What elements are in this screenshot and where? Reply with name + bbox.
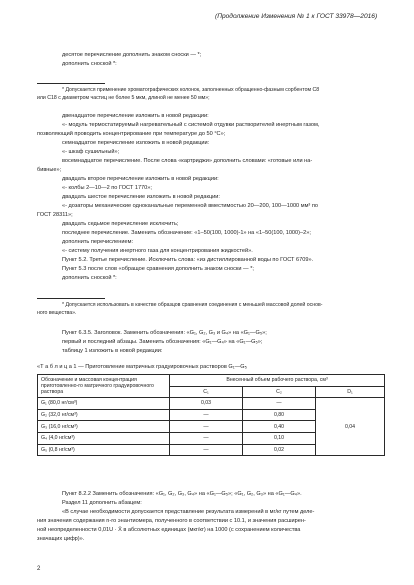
body-line-16: «- систему получения инертного газа для концентрирования жидкостей». <box>62 248 253 254</box>
body-line-19: дополнить сноской *: <box>62 275 117 281</box>
footnote2-line-1: * Допускается использовать в качестве образцов сравнения соединения с меньшей массовой долей основ- <box>62 302 323 308</box>
cell-c2: 0,10 <box>243 432 316 444</box>
top-line-1: десятое перечисление дополнить знаком сноски — *; <box>62 52 202 58</box>
bottom-line-6: значащих цифр)». <box>37 536 85 542</box>
cell-d1: 0,04 <box>316 398 385 456</box>
body-line-4: семнадцатое перечисление изложить в новой редакции: <box>62 140 210 146</box>
subheader-c2: C₂ <box>243 386 316 398</box>
body-line-9: «- колбы 2—10—2 по ГОСТ 1770»; <box>62 185 152 191</box>
body-line-11: «- дозаторы механические одноканальные переменной вместимостью 20—200, 100—1000 мм³ по <box>62 203 318 209</box>
body-line-14: последнее перечисление. Заменить обозначение: «1–50(100, 1000)-1» на «1–50(100, 1000)–2»; <box>62 230 311 236</box>
bottom-line-1: Пункт 8.2.2 Заменить обозначения: «G₁, G₂, G₃, G₄» на «G₁—G₅»; «G₁, G₂, G₃» на «G₁—G₄». <box>62 491 302 497</box>
bottom-line-4: ния значения содержания n-го энантиомера, полученного в соответствии с 10.1, и значения расширен- <box>37 518 306 524</box>
body2-line-3: таблицу 1 изложить в новой редакции: <box>62 348 163 354</box>
body-line-6: восемнадцатое перечисление. После слова «картриджи» дополнить словами: «готовые или на- <box>62 158 313 164</box>
bottom-line-5: ной неопределенности 0,01U · X̄ в абсолютных единицах (мкг/кг) на 1000 (с сохранением количества <box>37 527 301 533</box>
footnote2-line-2: ного вещества». <box>37 310 77 316</box>
cell-c1: — <box>170 421 243 433</box>
subheader-d1: D₁ <box>316 386 385 398</box>
cell-c2: 0,40 <box>243 421 316 433</box>
body-line-13: двадцать седьмое перечисление исключить; <box>62 221 179 227</box>
page-header: (Продолжение Изменения № 1 к ГОСТ 33978—2016) <box>215 13 378 20</box>
table-header-row <box>38 375 385 387</box>
body2-line-2: первый и последний абзацы. Заменить обозначения: «G₁—G₄» на «G₁—G₅»; <box>62 339 263 345</box>
row-label: G₄ (4,0 нг/см³) <box>38 432 170 444</box>
cell-c1: 0,03 <box>170 398 243 410</box>
row-label: G₃ (16,0 нг/см³) <box>38 421 170 433</box>
calibration-table <box>37 374 385 456</box>
body-line-3: позволяющий проводить концентрирование при температуре до 50 °C»; <box>37 131 226 137</box>
body2-line-1: Пункт 6.3.5. Заголовок. Заменить обозначения: «G₁, G₂, G₃ и G₄» на «G₁—G₅»; <box>62 330 267 336</box>
subheader-c1: C₁ <box>170 386 243 398</box>
row-label: G₂ (32,0 нг/см³) <box>38 409 170 421</box>
header-volume: Внесенный объем рабочего раствора, см³ <box>170 375 385 387</box>
body-line-8: двадцать второе перечисление изложить в новой редакции: <box>62 176 219 182</box>
body-line-15: дополнить перечислением: <box>62 239 134 245</box>
cell-c1: — <box>170 409 243 421</box>
footnote-divider-1 <box>37 83 105 84</box>
cell-c1: — <box>170 444 243 456</box>
row-label: G₁ (80,0 нг/см³) <box>38 398 170 410</box>
body-line-7: бивные»; <box>37 167 62 173</box>
cell-c2: 0,80 <box>243 409 316 421</box>
footnote1-line-1: * Допускается применение хроматографических колонок, заполненных обращенно-фазным сорбентом С8 <box>62 87 320 93</box>
body-line-12: ГОСТ 28311»; <box>37 212 73 218</box>
body-line-18: Пункт 5.3 после слов «обращое сравнения дополнить знаком сноски — *; <box>62 266 254 272</box>
table-row <box>38 398 385 410</box>
footnote1-line-2: или С18 с диаметром частиц не более 5 мкм, длиной не менее 50 мм»; <box>37 95 210 101</box>
body-line-10: двадцать шестое перечисление изложить в новой редакции: <box>62 194 220 200</box>
body-line-2: «- модуль термостатируемый нагревательный с системой отдувки растворителей инертным газом, <box>62 122 320 128</box>
row-label: G₅ (0,8 нг/см³) <box>38 444 170 456</box>
page-number: 2 <box>37 566 41 572</box>
footnote-divider-2 <box>37 298 105 299</box>
body-line-5: «- шкаф сушильный»; <box>62 149 120 155</box>
cell-c2: — <box>243 398 316 410</box>
body-line-17: Пункт 5.2. Третье перечисление. Исключить слова: «из дистиллированной воды по ГОСТ 6709». <box>62 257 314 263</box>
cell-c1: — <box>170 432 243 444</box>
top-line-2: дополнить сноской *: <box>62 61 117 67</box>
header-concentration: Обозначение и массовая концентрация приготовленно-го матричного градуировочного раствора <box>38 375 170 398</box>
bottom-line-2: Раздел 11 дополнить абзацем: <box>62 500 142 506</box>
bottom-line-3: «В случае необходимости допускается представление результата измерений в мг/кг путем деле- <box>62 509 315 515</box>
cell-c2: 0,02 <box>243 444 316 456</box>
table-caption: «Т а б л и ц а 1 — Приготовление матричных градуировочных растворов G₁—G₅ <box>37 364 247 370</box>
body-line-1: двенадцатое перечисление изложить в новой редакции: <box>62 113 209 119</box>
